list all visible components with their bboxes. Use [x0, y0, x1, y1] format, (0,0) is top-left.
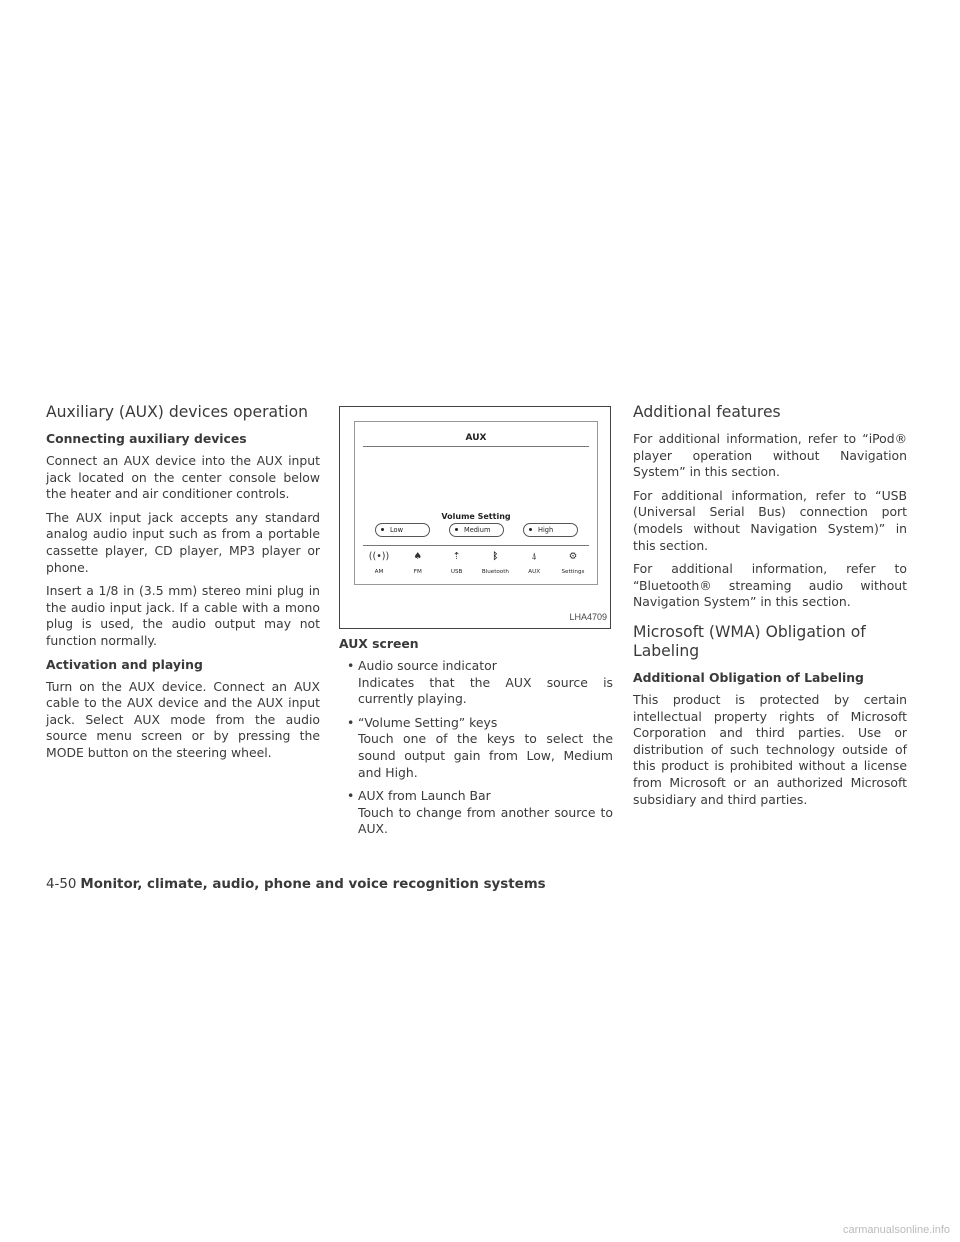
bluetooth-icon: ᛒ [492, 551, 499, 562]
section-title-aux: Auxiliary (AUX) devices operation [46, 403, 308, 421]
launch-item-bluetooth [477, 550, 513, 578]
launch-item-fm [400, 550, 436, 578]
list-item [347, 658, 613, 708]
am-radio-icon: ((•)) [368, 551, 390, 562]
paragraph: For additional information, refer to “iPod® player operation without Navigation System” in this section. [633, 431, 907, 480]
page-footer [46, 877, 546, 892]
launch-item-usb [439, 550, 475, 578]
figure-caption: AUX screen [339, 636, 419, 651]
audio-source-indicator: AUX [465, 433, 487, 443]
divider [363, 446, 589, 447]
bullet-list [339, 658, 613, 838]
aux-icon: ⍋ [531, 551, 538, 562]
column-right [633, 403, 907, 815]
list-item [347, 715, 613, 781]
item-description: Touch to change from another source to AUX. [358, 804, 613, 837]
paragraph: This product is protected by certain intellectual property rights of Microsoft Corporation and third parties. Use or distribution of such technology outside of this product is prohibited without a license from Microsoft or an authorized Microsoft subsidiary and third parties. [633, 691, 907, 807]
launch-label: AM [374, 569, 384, 575]
paragraph: Turn on the AUX device. Connect an AUX cable to the AUX device and the AUX input jack. Select AUX mode from the audio source menu screen or by pressing the MODE button on the steering wheel. [46, 678, 320, 760]
launch-item-am [361, 550, 397, 578]
volume-setting-label: Volume Setting [441, 512, 511, 521]
item-description: Touch one of the keys to select the sound output gain from Low, Medium and High. [358, 731, 613, 780]
volume-high-key [523, 523, 578, 537]
aux-screen-figure [339, 406, 611, 629]
launch-label: USB [450, 569, 463, 575]
settings-gear-icon: ⚙ [568, 551, 578, 562]
usb-icon: ⇡ [452, 551, 461, 562]
launch-item-aux [516, 550, 552, 578]
subheading-activation: Activation and playing [46, 656, 203, 672]
volume-medium-key [449, 523, 504, 537]
item-heading: • “Volume Setting” keys [347, 715, 497, 730]
paragraph: Insert a 1/8 in (3.5 mm) stereo mini plug in the audio input jack. If a cable with a mono plug is used, the audio output may not function normally. [46, 583, 320, 648]
key-label: Medium [464, 526, 491, 534]
fm-radio-icon: ♠ [413, 551, 423, 562]
dot-icon [455, 528, 458, 531]
column-left [46, 403, 320, 769]
figure-code: LHA4709 [569, 612, 607, 623]
key-label: Low [390, 526, 403, 534]
launch-label: Bluetooth [481, 569, 509, 575]
paragraph: The AUX input jack accepts any standard analog audio input such as from a portable cassette player, CD player, MP3 player or phone. [46, 509, 320, 575]
item-heading: • AUX from Launch Bar [347, 788, 491, 803]
launch-label: Settings [561, 569, 585, 575]
chapter-title: Monitor, climate, audio, phone and voice recognition systems [80, 877, 546, 892]
paragraph: Connect an AUX device into the AUX input jack located on the center console below the heater and air conditioner controls. [46, 453, 320, 502]
divider [363, 545, 589, 546]
volume-low-key [375, 523, 430, 537]
dot-icon [381, 528, 384, 531]
watermark: carmanualsonline.info [842, 1224, 950, 1236]
section-title-microsoft: Microsoft (WMA) Obligation of Labeling [633, 622, 866, 660]
dot-icon [529, 528, 532, 531]
page-number: 4-50 [46, 877, 77, 892]
aux-screen-illustration [354, 421, 598, 585]
paragraph: For additional information, refer to “Bluetooth® streaming audio without Navigation System” in this section. [633, 561, 907, 610]
subheading-connecting: Connecting auxiliary devices [46, 431, 247, 446]
section-title-additional: Additional features [633, 403, 781, 421]
launch-item-settings [555, 550, 591, 578]
list-item [347, 788, 613, 838]
paragraph: For additional information, refer to “USB (Universal Serial Bus) connection port (models without Navigation System)” in this section. [633, 487, 907, 553]
launch-bar [361, 550, 591, 578]
subheading-obligation: Additional Obligation of Labeling [633, 669, 864, 685]
column-middle [339, 403, 613, 845]
launch-label: FM [413, 569, 422, 575]
item-heading: • Audio source indicator [347, 658, 497, 673]
item-description: Indicates that the AUX source is currently playing. [358, 674, 613, 707]
launch-label: AUX [528, 569, 541, 575]
key-label: High [538, 526, 554, 534]
